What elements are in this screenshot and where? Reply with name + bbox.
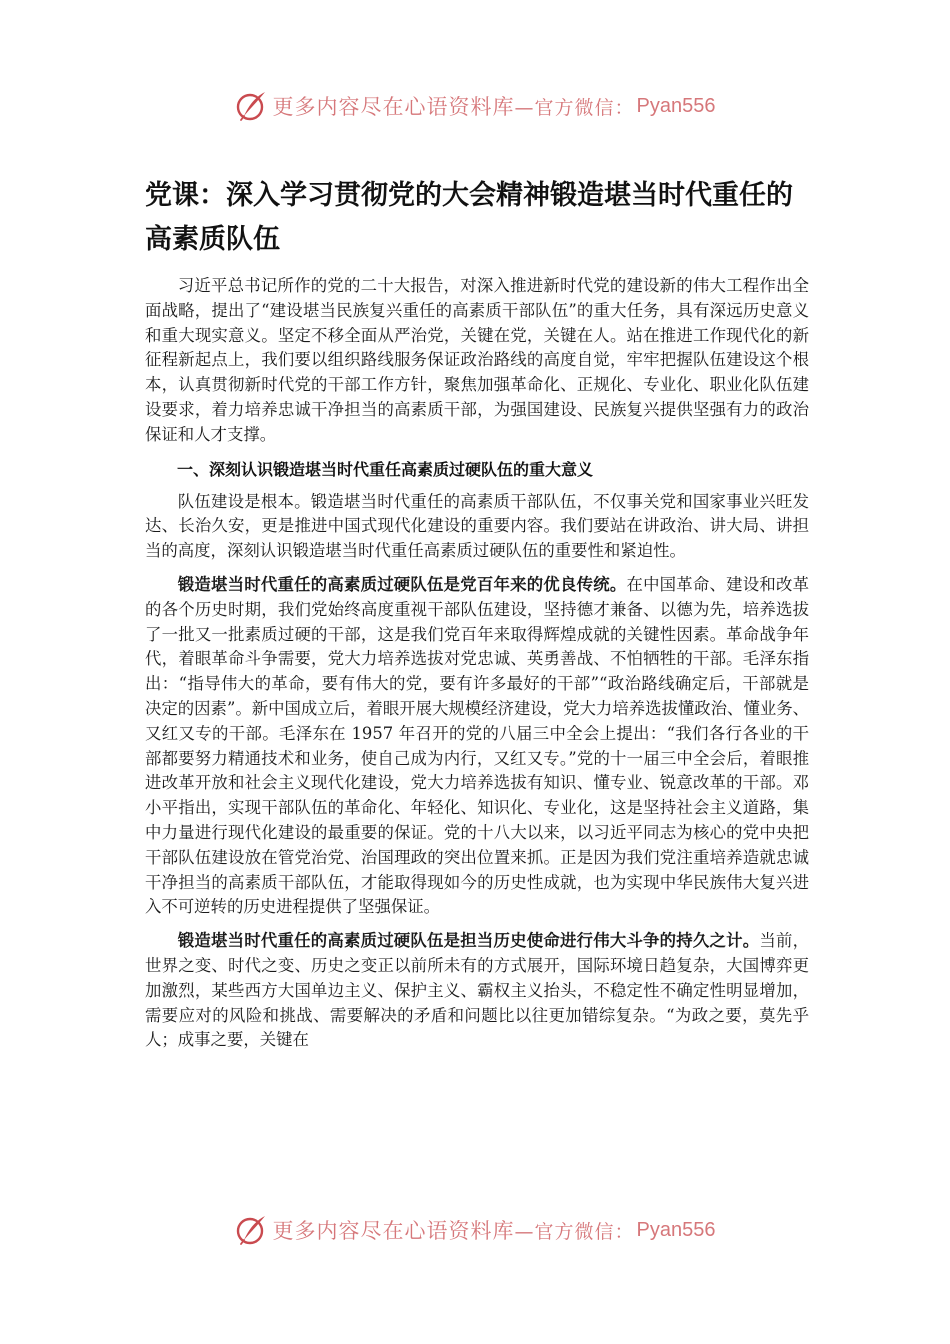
paragraph-lead-bold: 锻造堪当时代重任的高素质过硬队伍是党百年来的优良传统。 — [177, 574, 627, 594]
banner-wechat-id: Pyan556 — [636, 1218, 716, 1241]
watermark-banner-top — [0, 86, 950, 126]
intro-paragraph: 习近平总书记所作的党的二十大报告，对深入推进新时代党的建设新的伟大工程作出全面战略，提出了“建设堪当民族复兴重任的高素质干部队伍”的重大任务，具有深远历史意义和重大现实意义。坚定不移全面从严治党，关键在党，关键在人。站在推进工作现代化的新征程新起点上，我们要以组织路线服务保证政治路线的高度自觉，牢牢把握队伍建设这个根本，认真贯彻新时代党的干部工作方针，聚焦加强革命化、正规化、专业化、职业化队伍建设要求，着力培养忠诚干净担当的高素质干部，为强国建设、民族复兴提供坚强有力的政治保证和人才支撑。 — [145, 276, 809, 444]
paragraph-body-text: 当前，世界之变、时代之变、历史之变正以前所未有的方式展开，国际环境日趋复杂，大国博弈更加激烈，某些西方大国单边主义、保护主义、霸权主义抬头，不稳定性不确定性明显增加，需要应对的风险和挑战、需要解决的矛盾和问题比以往更加错综复杂。“为政之要，莫先乎人；成事之要，关键在 — [145, 931, 809, 1050]
section-paragraph-2 — [145, 573, 809, 920]
banner-main-text: 更多内容尽在心语资料库 — [272, 1219, 515, 1243]
document-title: 党课：深入学习贯彻党的大会精神锻造堪当时代重任的高素质队伍 — [145, 180, 793, 255]
quill-logo-icon — [235, 1213, 269, 1247]
banner-wechat-id: Pyan556 — [636, 94, 716, 117]
banner-main-text: 更多内容尽在心语资料库 — [272, 95, 515, 119]
watermark-banner-bottom — [0, 1210, 950, 1250]
paragraph-lead-bold: 锻造堪当时代重任的高素质过硬队伍是担当历史使命进行伟大斗争的持久之计。 — [177, 931, 760, 951]
section-paragraph-3 — [145, 929, 809, 1053]
section-heading: 一、深刻认识锻造堪当时代重任高素质过硬队伍的重大意义 — [177, 459, 594, 479]
paragraph-body-text: 在中国革命、建设和改革的各个历史时期，我们党始终高度重视干部队伍建设，坚持德才兼备、以德为先，培养选拔了一批又一批素质过硬的干部，这是我们党百年来取得辉煌成就的关键性因素。革命战争年代，着眼革命斗争需要，党大力培养选拔对党忠诚、英勇善战、不怕牺牲的干部。毛泽东指出：“指导伟大的革命，要有伟大的党，要有许多最好的干部”“政治路线确定后，干部就是决定的因素”。新中国成立后，着眼开展大规模经济建设，党大力培养选拔懂政治、懂业务、又红又专的干部。毛泽东在 1957 年召开的党的八届三中全会上提出：“我们各行各业的干部都要努力精通技术和业务，使自己成为内行，又红又专。”党的十一届三中全会后，着眼推进改革开放和社会主义现代化建设，党大力培养选拔有知识、懂专业、锐意改革的干部。邓小平指出，实现干部队伍的革命化、年轻化、知识化、专业化，这是坚持社会主义道路，集中力量进行现代化建设的最重要的保证。党的十八大以来，以习近平同志为核心的党中央把干部队伍建设放在管党治党、治国理政的突出位置来抓。正是因为我们党注重培养造就忠诚干净担当的高素质干部队伍，才能取得现如今的历史性成就，也为实现中华民族伟大复兴进入不可逆转的历史进程提供了坚强保证。 — [145, 574, 810, 917]
document-body — [145, 174, 809, 1062]
banner-sub-text: —官方微信： — [514, 96, 635, 119]
banner-sub-text: —官方微信： — [514, 1220, 635, 1243]
quill-logo-icon — [235, 89, 269, 123]
section-paragraph-1: 队伍建设是根本。锻造堪当时代重任的高素质干部队伍，不仅事关党和国家事业兴旺发达、长治久安，更是推进中国式现代化建设的重要内容。我们要站在讲政治、讲大局、讲担当的高度，深刻认识锻造堪当时代重任高素质过硬队伍的重要性和紧迫性。 — [145, 491, 809, 561]
